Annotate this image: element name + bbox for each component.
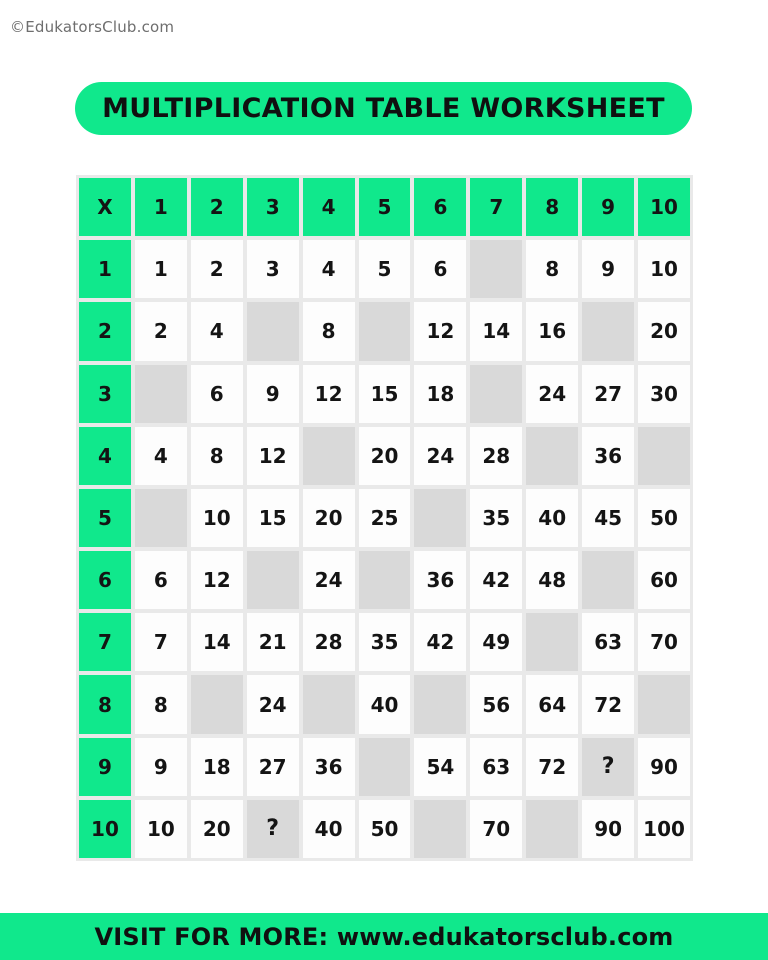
cell-2x5-blank[interactable] — [359, 302, 411, 360]
row-header-2: 2 — [79, 302, 131, 360]
cell-3x1-blank[interactable] — [135, 365, 187, 423]
cell-8x6-blank[interactable] — [414, 675, 466, 733]
cell-10x10: 100 — [638, 800, 690, 858]
cell-7x3: 21 — [247, 613, 299, 671]
cell-4x9: 36 — [582, 427, 634, 485]
cell-3x3: 9 — [247, 365, 299, 423]
copyright-text: ©EdukatorsClub.com — [10, 18, 175, 36]
cell-7x5: 35 — [359, 613, 411, 671]
cell-10x5: 50 — [359, 800, 411, 858]
col-header-10: 10 — [638, 178, 690, 236]
cell-4x8-blank[interactable] — [526, 427, 578, 485]
cell-4x1: 4 — [135, 427, 187, 485]
cell-7x2: 14 — [191, 613, 243, 671]
cell-4x3: 12 — [247, 427, 299, 485]
cell-9x3: 27 — [247, 738, 299, 796]
col-header-2: 2 — [191, 178, 243, 236]
cell-5x3: 15 — [247, 489, 299, 547]
cell-6x4: 24 — [303, 551, 355, 609]
cell-4x2: 8 — [191, 427, 243, 485]
cell-1x3: 3 — [247, 240, 299, 298]
cell-9x7: 63 — [470, 738, 522, 796]
cell-1x1: 1 — [135, 240, 187, 298]
cell-9x8: 72 — [526, 738, 578, 796]
cell-10x2: 20 — [191, 800, 243, 858]
cell-9x10: 90 — [638, 738, 690, 796]
cell-6x2: 12 — [191, 551, 243, 609]
col-header-8: 8 — [526, 178, 578, 236]
cell-1x10: 10 — [638, 240, 690, 298]
cell-1x5: 5 — [359, 240, 411, 298]
cell-9x4: 36 — [303, 738, 355, 796]
cell-3x7-blank[interactable] — [470, 365, 522, 423]
cell-6x5-blank[interactable] — [359, 551, 411, 609]
cell-9x2: 18 — [191, 738, 243, 796]
cell-3x2: 6 — [191, 365, 243, 423]
row-header-6: 6 — [79, 551, 131, 609]
cell-2x9-blank[interactable] — [582, 302, 634, 360]
row-header-10: 10 — [79, 800, 131, 858]
col-header-4: 4 — [303, 178, 355, 236]
cell-9x6: 54 — [414, 738, 466, 796]
cell-3x9: 27 — [582, 365, 634, 423]
cell-2x8: 16 — [526, 302, 578, 360]
row-header-9: 9 — [79, 738, 131, 796]
cell-5x5: 25 — [359, 489, 411, 547]
cell-8x3: 24 — [247, 675, 299, 733]
cell-8x4-blank[interactable] — [303, 675, 355, 733]
cell-1x8: 8 — [526, 240, 578, 298]
cell-8x1: 8 — [135, 675, 187, 733]
row-header-4: 4 — [79, 427, 131, 485]
page-title: MULTIPLICATION TABLE WORKSHEET — [75, 82, 692, 135]
cell-10x9: 90 — [582, 800, 634, 858]
cell-1x9: 9 — [582, 240, 634, 298]
corner-cell: X — [79, 178, 131, 236]
cell-10x4: 40 — [303, 800, 355, 858]
cell-3x4: 12 — [303, 365, 355, 423]
cell-8x2-blank[interactable] — [191, 675, 243, 733]
cell-6x6: 36 — [414, 551, 466, 609]
cell-5x7: 35 — [470, 489, 522, 547]
cell-8x10-blank[interactable] — [638, 675, 690, 733]
cell-2x6: 12 — [414, 302, 466, 360]
cell-9x1: 9 — [135, 738, 187, 796]
cell-6x8: 48 — [526, 551, 578, 609]
cell-1x7-blank[interactable] — [470, 240, 522, 298]
col-header-9: 9 — [582, 178, 634, 236]
cell-2x3-blank[interactable] — [247, 302, 299, 360]
cell-10x7: 70 — [470, 800, 522, 858]
col-header-3: 3 — [247, 178, 299, 236]
cell-5x9: 45 — [582, 489, 634, 547]
cell-1x6: 6 — [414, 240, 466, 298]
multiplication-table — [76, 175, 693, 861]
cell-10x6-blank[interactable] — [414, 800, 466, 858]
cell-7x7: 49 — [470, 613, 522, 671]
row-header-1: 1 — [79, 240, 131, 298]
cell-2x7: 14 — [470, 302, 522, 360]
cell-1x4: 4 — [303, 240, 355, 298]
cell-1x2: 2 — [191, 240, 243, 298]
cell-2x2: 4 — [191, 302, 243, 360]
cell-2x1: 2 — [135, 302, 187, 360]
cell-2x4: 8 — [303, 302, 355, 360]
cell-3x10: 30 — [638, 365, 690, 423]
row-header-7: 7 — [79, 613, 131, 671]
col-header-1: 1 — [135, 178, 187, 236]
cell-5x2: 10 — [191, 489, 243, 547]
row-header-5: 5 — [79, 489, 131, 547]
cell-5x10: 50 — [638, 489, 690, 547]
cell-8x5: 40 — [359, 675, 411, 733]
cell-8x9: 72 — [582, 675, 634, 733]
cell-8x7: 56 — [470, 675, 522, 733]
footer-banner: VISIT FOR MORE: www.edukatorsclub.com — [0, 913, 768, 960]
cell-4x4-blank[interactable] — [303, 427, 355, 485]
cell-6x3-blank[interactable] — [247, 551, 299, 609]
cell-9x9-question[interactable]: ? — [582, 738, 634, 796]
col-header-6: 6 — [414, 178, 466, 236]
cell-4x10-blank[interactable] — [638, 427, 690, 485]
col-header-7: 7 — [470, 178, 522, 236]
cell-7x6: 42 — [414, 613, 466, 671]
cell-7x1: 7 — [135, 613, 187, 671]
cell-7x4: 28 — [303, 613, 355, 671]
cell-7x9: 63 — [582, 613, 634, 671]
cell-7x8-blank[interactable] — [526, 613, 578, 671]
cell-5x1-blank[interactable] — [135, 489, 187, 547]
cell-3x5: 15 — [359, 365, 411, 423]
cell-10x8-blank[interactable] — [526, 800, 578, 858]
cell-9x5-blank[interactable] — [359, 738, 411, 796]
cell-6x10: 60 — [638, 551, 690, 609]
cell-5x8: 40 — [526, 489, 578, 547]
cell-10x3-question[interactable]: ? — [247, 800, 299, 858]
cell-3x8: 24 — [526, 365, 578, 423]
row-header-8: 8 — [79, 675, 131, 733]
cell-7x10: 70 — [638, 613, 690, 671]
cell-6x1: 6 — [135, 551, 187, 609]
cell-2x10: 20 — [638, 302, 690, 360]
cell-3x6: 18 — [414, 365, 466, 423]
col-header-5: 5 — [359, 178, 411, 236]
cell-6x9-blank[interactable] — [582, 551, 634, 609]
cell-6x7: 42 — [470, 551, 522, 609]
cell-5x4: 20 — [303, 489, 355, 547]
cell-4x5: 20 — [359, 427, 411, 485]
row-header-3: 3 — [79, 365, 131, 423]
cell-5x6-blank[interactable] — [414, 489, 466, 547]
cell-4x7: 28 — [470, 427, 522, 485]
cell-8x8: 64 — [526, 675, 578, 733]
cell-4x6: 24 — [414, 427, 466, 485]
cell-10x1: 10 — [135, 800, 187, 858]
